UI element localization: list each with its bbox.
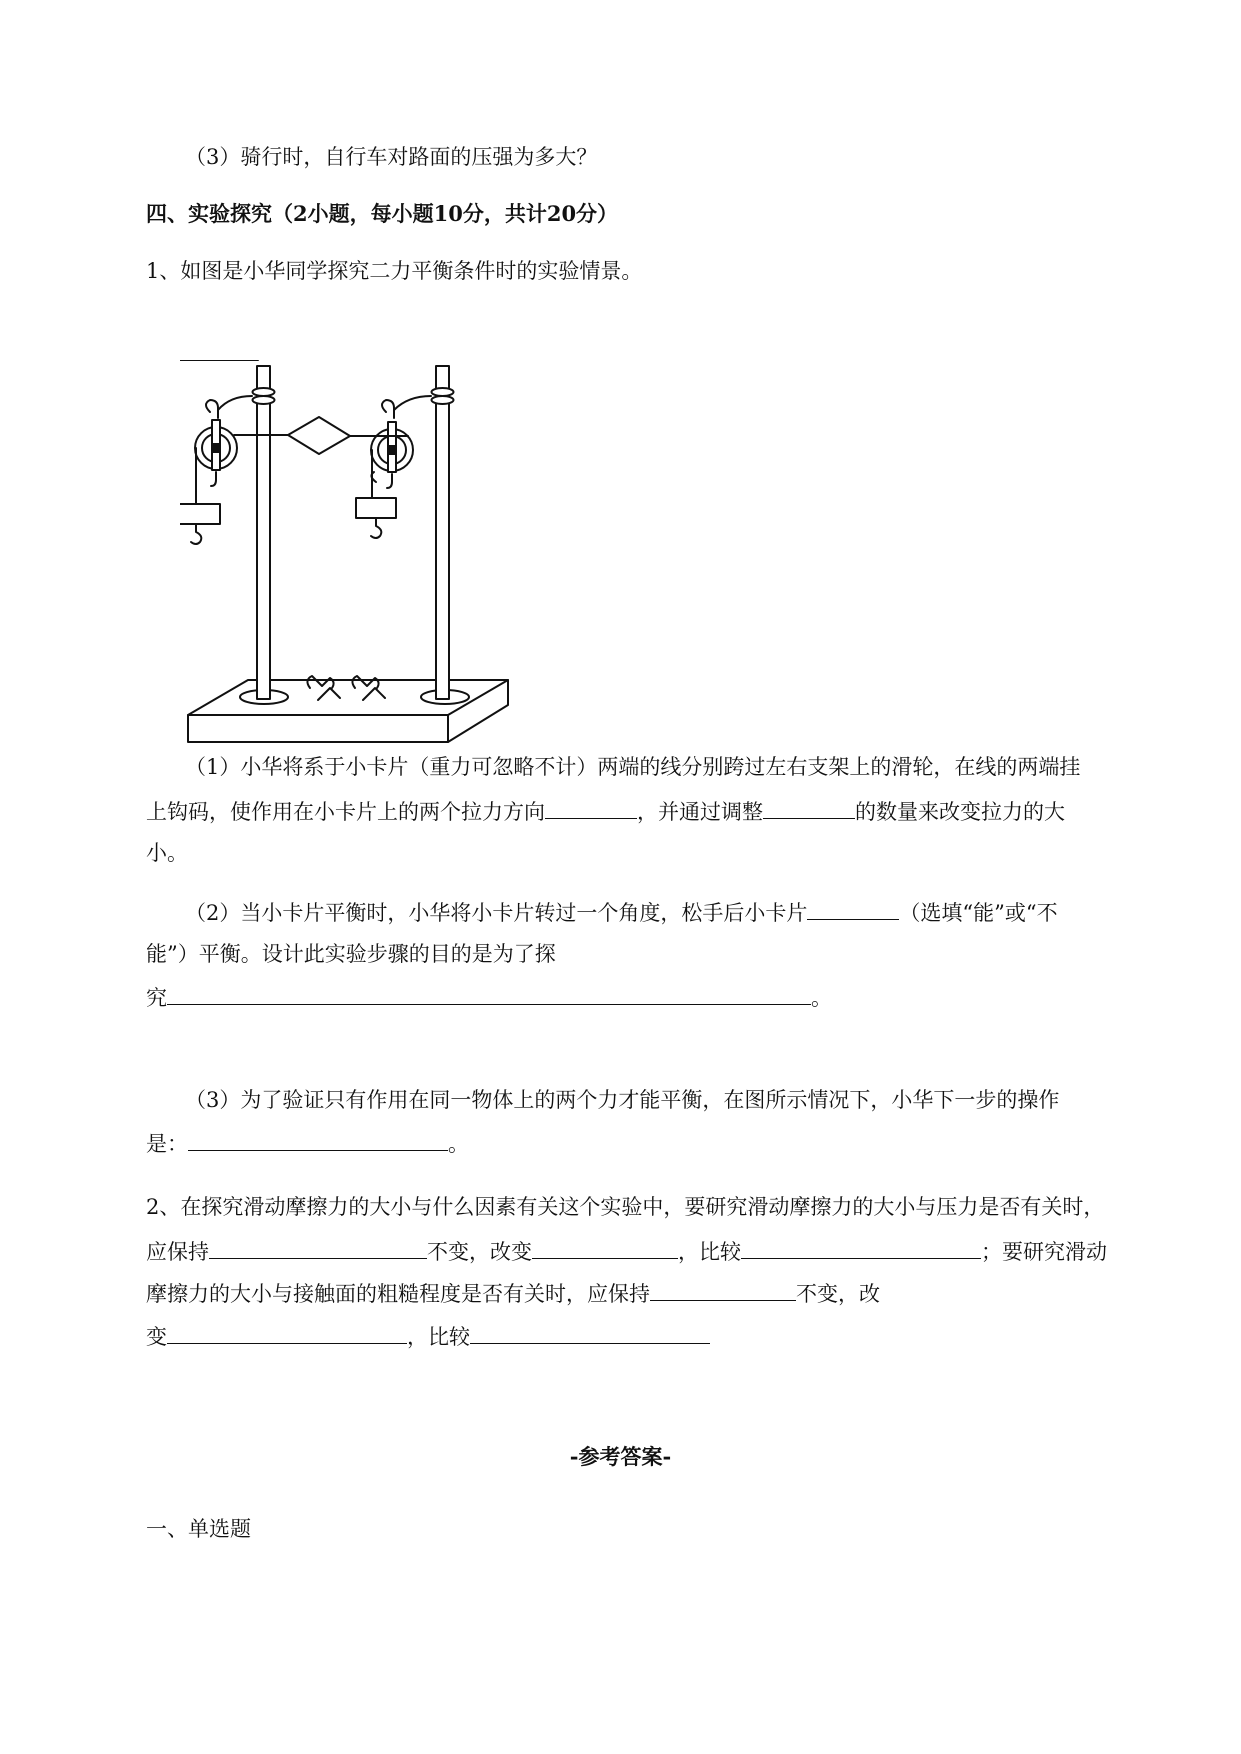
answer-blank-change-1[interactable] [532,1236,678,1259]
answer-blank-compare-2[interactable] [470,1321,710,1344]
p1-sub2-line2: 能”）平衡。设计此实验步骤的目的是为了探 [146,942,556,966]
answer-blank-adjust-quantity[interactable] [763,796,855,819]
p1-sub1-line3: 小。 [146,841,188,865]
p1-sub1-text-b: ，并通过调整 [637,800,763,824]
p1-sub2-line1 [185,897,1058,927]
p2-text-h: ，比较 [407,1325,470,1349]
p2-line1: 2、在探究滑动摩擦力的大小与什么因素有关这个实验中，要研究滑动摩擦力的大小与压力是否有关时， [146,1195,1105,1219]
p1-sub2-text-d: 。 [811,986,832,1010]
answer-blank-next-operation[interactable] [188,1128,448,1151]
p1-sub3-text-a: 是： [146,1132,188,1156]
answer-section-1: 一、单选题 [146,1517,251,1541]
answer-blank-force-direction[interactable] [545,796,637,819]
p1-sub1-line2 [146,796,1065,826]
p2-text-c: ，比较 [678,1240,741,1264]
p1-sub2-text-b: （选填“能”或“不 [899,901,1058,925]
p1-sub2-text-c: 究 [146,986,167,1010]
answer-blank-can-balance[interactable] [807,897,899,920]
answer-key-title: -参考答案- [569,1444,672,1469]
section-4-title: 四、实验探究（2小题，每小题10分，共计20分） [146,201,619,226]
p1-sub1-text-c: 的数量来改变拉力的大 [855,800,1065,824]
p1-sub2-line3 [146,982,832,1012]
question-3-bicycle-pressure: （3）骑行时，自行车对路面的压强为多大？ [185,145,598,169]
answer-blank-keep-constant-2[interactable] [650,1278,796,1301]
equilibrium-apparatus-figure [180,360,600,750]
problem-1-intro: 1、如图是小华同学探究二力平衡条件时的实验情景。 [146,259,643,283]
p1-sub3-line2 [146,1128,469,1158]
p1-sub3-line1: （3）为了验证只有作用在同一物体上的两个力才能平衡，在图所示情况下，小华下一步的操作 [185,1088,1060,1112]
p2-line4 [146,1321,710,1351]
p1-sub1-line1: （1）小华将系于小卡片（重力可忽略不计）两端的线分别跨过左右支架上的滑轮，在线的两端挂 [185,755,1081,779]
p2-line2 [146,1236,1107,1266]
p2-text-a: 应保持 [146,1240,209,1264]
p1-sub3-text-b: 。 [448,1132,469,1156]
p2-text-b: 不变，改变 [427,1240,532,1264]
answer-blank-compare-1[interactable] [741,1236,981,1259]
p1-sub2-text-a: （2）当小卡片平衡时，小华将小卡片转过一个角度，松手后小卡片 [185,901,808,925]
p2-text-d: ；要研究滑动 [981,1240,1107,1264]
p2-text-e: 摩擦力的大小与接触面的粗糙程度是否有关时，应保持 [146,1282,650,1306]
answer-blank-keep-constant-1[interactable] [209,1236,427,1259]
answer-blank-experiment-purpose[interactable] [167,982,811,1005]
p2-line3 [146,1278,880,1308]
p2-text-g: 变 [146,1325,167,1349]
p2-text-f: 不变，改 [796,1282,880,1306]
p1-sub1-text-a: 上钩码，使作用在小卡片上的两个拉力方向 [146,800,545,824]
answer-blank-change-2[interactable] [167,1321,407,1344]
